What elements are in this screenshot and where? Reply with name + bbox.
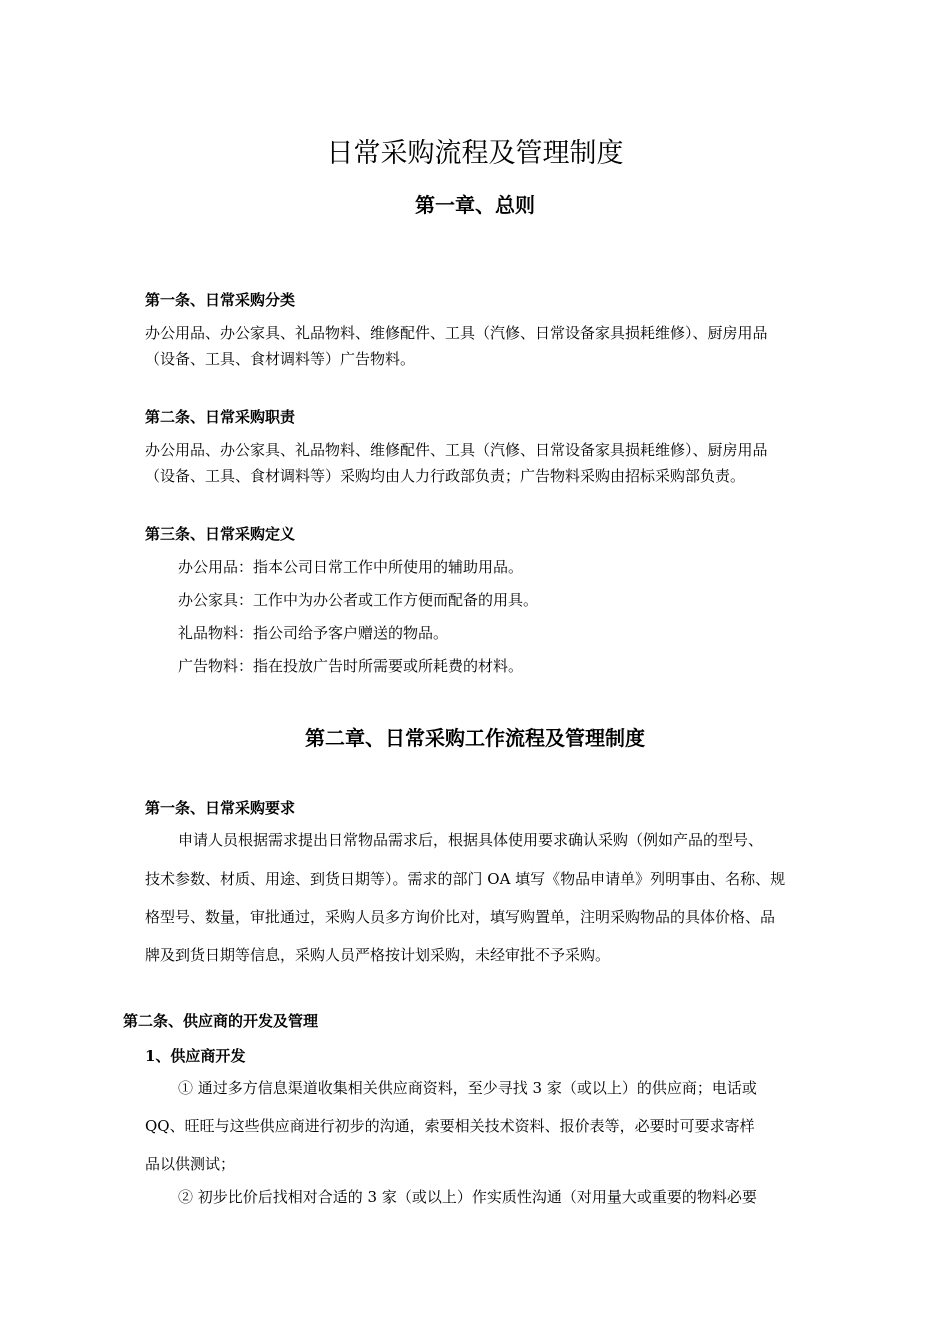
ch2-article-1-line-1: 申请人员根据需求提出日常物品需求后，根据具体使用要求确认采购（例如产品的型号、 (178, 831, 764, 849)
ch1-article-1-line-1: 办公用品、办公家具、礼品物料、维修配件、工具（汽修、日常设备家具损耗维修）、厨房用品 (145, 324, 768, 342)
ch1-article-1-line-2: （设备、工具、食材调料等）广告物料。 (145, 350, 416, 368)
definition-item: 办公用品：指本公司日常工作中所使用的辅助用品。 (178, 558, 524, 576)
definition-item: 广告物料：指在投放广告时所需要或所耗费的材料。 (178, 657, 524, 675)
chapter-1-title: 第一章、总则 (415, 193, 535, 217)
ch2-article-1-heading: 第一条、日常采购要求 (145, 799, 296, 817)
ch2-article-2-line-3: 品以供测试； (145, 1155, 236, 1173)
ch2-article-2-line-2: QQ、旺旺与这些供应商进行初步的沟通，索要相关技术资料、报价表等，必要时可要求寄样 (145, 1117, 755, 1135)
ch2-article-2-heading: 第二条、供应商的开发及管理 (123, 1012, 319, 1030)
ch1-article-2-line-2: （设备、工具、食材调料等）采购均由人力行政部负责；广告物料采购由招标采购部负责。 (145, 467, 746, 485)
ch1-article-3-heading: 第三条、日常采购定义 (145, 525, 296, 543)
definition-item: 办公家具：工作中为办公者或工作方便而配备的用具。 (178, 591, 539, 609)
ch2-article-1-line-3: 格型号、数量，审批通过，采购人员多方询价比对，填写购置单，注明采购物品的具体价格、品 (145, 908, 776, 926)
chapter-2-title: 第二章、日常采购工作流程及管理制度 (305, 726, 645, 750)
definition-item: 礼品物料：指公司给予客户赠送的物品。 (178, 624, 449, 642)
document-title: 日常采购流程及管理制度 (326, 138, 624, 169)
ch2-article-2-line-4: ② 初步比价后找相对合适的 3 家（或以上）作实质性沟通（对用量大或重要的物料必要 (178, 1188, 757, 1206)
ch2-article-1-line-4: 牌及到货日期等信息，采购人员严格按计划采购，未经审批不予采购。 (145, 946, 611, 964)
ch1-article-2-heading: 第二条、日常采购职责 (145, 408, 296, 426)
subsection-heading: 1、供应商开发 (145, 1047, 246, 1065)
ch2-article-1-line-2: 技术参数、材质、用途、到货日期等）。需求的部门 OA 填写《物品申请单》列明事由、名称、规 (145, 870, 786, 888)
ch1-article-1-heading: 第一条、日常采购分类 (145, 291, 296, 309)
ch2-article-2-line-1: ① 通过多方信息渠道收集相关供应商资料，至少寻找 3 家（或以上）的供应商；电话或 (178, 1079, 757, 1097)
ch1-article-2-line-1: 办公用品、办公家具、礼品物料、维修配件、工具（汽修、日常设备家具损耗维修）、厨房用品 (145, 441, 768, 459)
